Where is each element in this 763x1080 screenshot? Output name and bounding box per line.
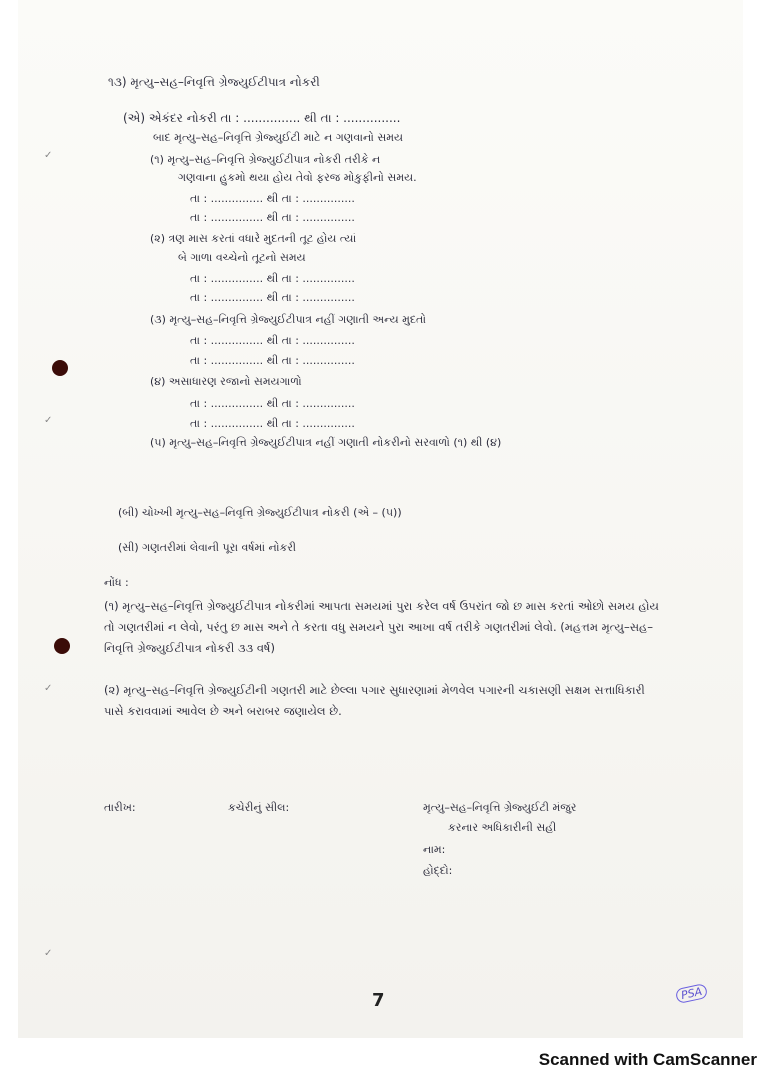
name-label: નામ: xyxy=(423,843,446,856)
margin-mark: ✓ xyxy=(44,683,53,694)
punch-hole xyxy=(54,638,70,654)
section-c: (સી) ગણતરીમાં લેવાની પૂરા વર્ષમાં નોકરી xyxy=(118,541,297,554)
date-range-line: તા : ............... થી તા : ............... xyxy=(190,334,355,347)
section-b: (બી) ચોખ્ખી મૃત્યુ–સહ–નિવૃત્તિ ગ્રેજ્યુઈટીપાત્ર નોકરી (એ – (૫)) xyxy=(118,506,402,519)
section-a-line1: (એ) એકંદર નોકરી તા : ............... થી તા : ............... xyxy=(123,111,401,125)
date-range-line: તા : ............... થી તા : ............... xyxy=(190,291,355,304)
item-2-line-a: (૨) ત્રણ માસ કરતાં વધારે મુદતની તૂટ હોય ત્યાં xyxy=(150,232,357,245)
date-range-line: તા : ............... થી તા : ............... xyxy=(190,192,355,205)
date-range-line: તા : ............... થી તા : ............... xyxy=(190,354,355,367)
date-range-line: તા : ............... થી તા : ............... xyxy=(190,397,355,410)
margin-mark: ✓ xyxy=(44,948,53,959)
item-4: (૪) અસાધારણ રજાનો સમયગાળો xyxy=(150,375,302,388)
designation-label: હોદ્દો: xyxy=(423,864,453,877)
margin-mark: ✓ xyxy=(44,150,53,161)
margin-mark: ✓ xyxy=(44,415,53,426)
item-5: (૫) મૃત્યુ–સહ–નિવૃત્તિ ગ્રેજ્યુઈટીપાત્ર નહીં ગણાતી નોકરીનો સરવાળો (૧) થી (૪) xyxy=(150,436,502,449)
office-seal-label: કચેરીનું સીલ: xyxy=(228,801,290,814)
note-1: (૧) મૃત્યુ–સહ–નિવૃત્તિ ગ્રેજ્યુઈટીપાત્ર નોકરીમાં આપતા સમયમાં પુરા કરેલ વર્ષ ઉપરાંત જો છ માસ કરતાં ઓછો સમય હોય તો ગણતરીમાં ન લેવો, પરંતુ છ માસ અને તે કરતા વધુ સમયને પુરા આખા વર્ષ તરીકે ગણતરીમાં લેવો. (મહત્તમ મૃત્યુ–સહ–નિવૃત્તિ ગ્રેજ્યુઈટીપાત્ર નોકરી ૩૩ વર્ષ) xyxy=(104,599,659,655)
date-range-line: તા : ............... થી તા : ............... xyxy=(190,417,355,430)
item-1-line-a: (૧) મૃત્યુ–સહ–નિવૃત્તિ ગ્રેજ્યુઈટીપાત્ર નોકરી તરીકે ન xyxy=(150,153,381,166)
date-range-line: તા : ............... થી તા : ............... xyxy=(190,211,355,224)
camscanner-footer: Scanned with CamScanner xyxy=(538,1050,757,1069)
sanction-authority-line1: મૃત્યુ–સહ–નિવૃત્તિ ગ્રેજ્યુઈટી મંજુર xyxy=(423,801,577,814)
initials-stamp: PSA xyxy=(675,983,709,1004)
section-heading: ૧૩) મૃત્યુ–સહ–નિવૃત્તિ ગ્રેજ્યુઈટીપાત્ર નોકરી xyxy=(108,75,320,89)
section-a-line2: બાદ મૃત્યુ–સહ–નિવૃત્તિ ગ્રેજ્યુઈટી માટે ન ગણવાનો સમય xyxy=(153,131,404,144)
item-1-line-b: ગણવાના હુકમો થયા હોય તેવો ફરજ મોકુફીનો સમય. xyxy=(178,171,417,184)
date-range-line: તા : ............... થી તા : ............... xyxy=(190,272,355,285)
punch-hole xyxy=(52,360,68,376)
note-label: નોંધ : xyxy=(104,576,129,589)
note-2: (૨) મૃત્યુ–સહ–નિવૃત્તિ ગ્રેજ્યુઈટીની ગણતરી માટે છેલ્લા પગાર સુધારણામાં મેળવેલ પગારની ચકાસણી સક્ષમ સત્તાધિકારી પાસે કરાવવામાં આવેલ છે અને બરાબર જણાયેલ છે. xyxy=(104,683,645,718)
page-number: 7 xyxy=(372,990,385,1011)
sanction-authority-line2: કરનાર અધિકારીની સહી xyxy=(448,821,557,834)
item-2-line-b: બે ગાળા વચ્ચેનો તૂટનો સમય xyxy=(178,251,306,264)
item-3: (૩) મૃત્યુ–સહ–નિવૃત્તિ ગ્રેજ્યુઈટીપાત્ર નહીં ગણાતી અન્ય મુદતો xyxy=(150,313,427,326)
date-label: તારીખ: xyxy=(104,801,136,814)
